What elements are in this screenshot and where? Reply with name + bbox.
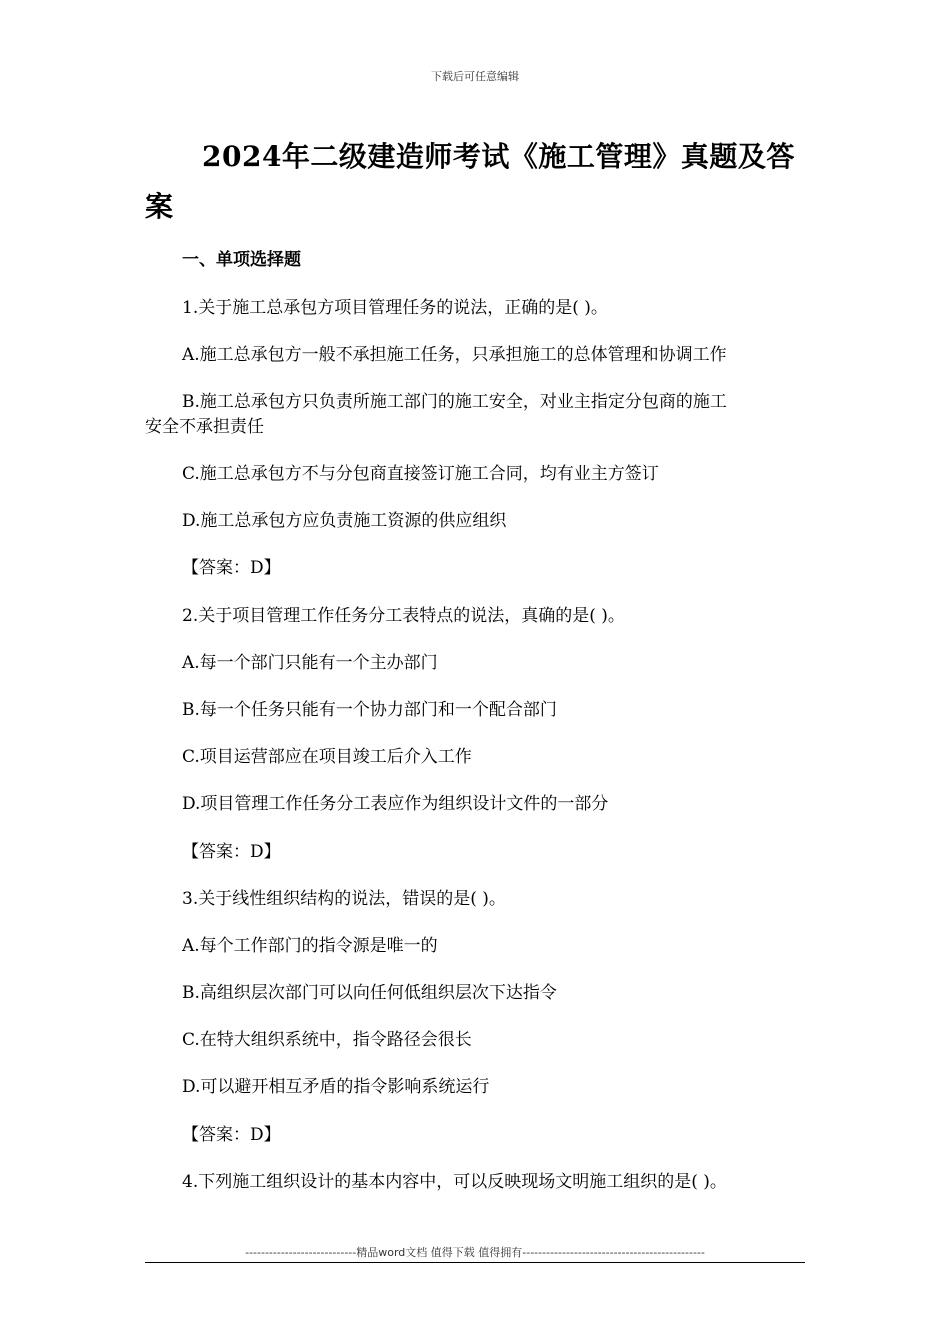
question-3-option-b: B.高组织层次部门可以向任何低组织层次下达指令 <box>182 983 557 1003</box>
header-note: 下载后可任意编辑 <box>431 70 519 83</box>
question-4-stem: 4.下列施工组织设计的基本内容中，可以反映现场文明施工组织的是( )。 <box>182 1172 727 1192</box>
question-3-stem: 3.关于线性组织结构的说法，错误的是( )。 <box>182 889 506 909</box>
question-1-option-d: D.施工总承包方应负责施工资源的供应组织 <box>182 511 507 531</box>
question-2-answer: 【答案：D】 <box>182 842 281 862</box>
question-2-stem: 2.关于项目管理工作任务分工表特点的说法，真确的是( )。 <box>182 606 625 626</box>
question-1-option-c: C.施工总承包方不与分包商直接签订施工合同，均有业主方签订 <box>182 464 659 484</box>
question-1-option-b-continued: 安全不承担责任 <box>145 417 264 437</box>
document-title: 2024年二级建造师考试《施工管理》真题及答案 <box>145 140 795 223</box>
question-3-answer: 【答案：D】 <box>182 1125 281 1145</box>
question-3-option-a: A.每个工作部门的指令源是唯一的 <box>182 936 438 956</box>
question-1-answer: 【答案：D】 <box>182 558 281 578</box>
section-heading: 一、单项选择题 <box>182 250 301 270</box>
question-3-option-d: D.可以避开相互矛盾的指令影响系统运行 <box>182 1077 490 1097</box>
question-1-option-a: A.施工总承包方一般不承担施工任务，只承担施工的总体管理和协调工作 <box>182 345 727 365</box>
question-1-stem: 1.关于施工总承包方项目管理任务的说法，正确的是( )。 <box>182 298 608 318</box>
question-2-option-d: D.项目管理工作任务分工表应作为组织设计文件的一部分 <box>182 794 609 814</box>
footer-divider <box>145 1262 805 1263</box>
question-2-option-b: B.每一个任务只能有一个协力部门和一个配合部门 <box>182 700 557 720</box>
question-2-option-a: A.每一个部门只能有一个主办部门 <box>182 653 438 673</box>
question-3-option-c: C.在特大组织系统中，指令路径会很长 <box>182 1030 472 1050</box>
question-2-option-c: C.项目运营部应在项目竣工后介入工作 <box>182 747 472 767</box>
question-1-option-b: B.施工总承包方只负责所施工部门的施工安全，对业主指定分包商的施工 <box>182 392 727 412</box>
footer-text: ----------------------------精品word文档 值得下载 值得拥有---------------------------------------------- <box>245 1246 705 1259</box>
